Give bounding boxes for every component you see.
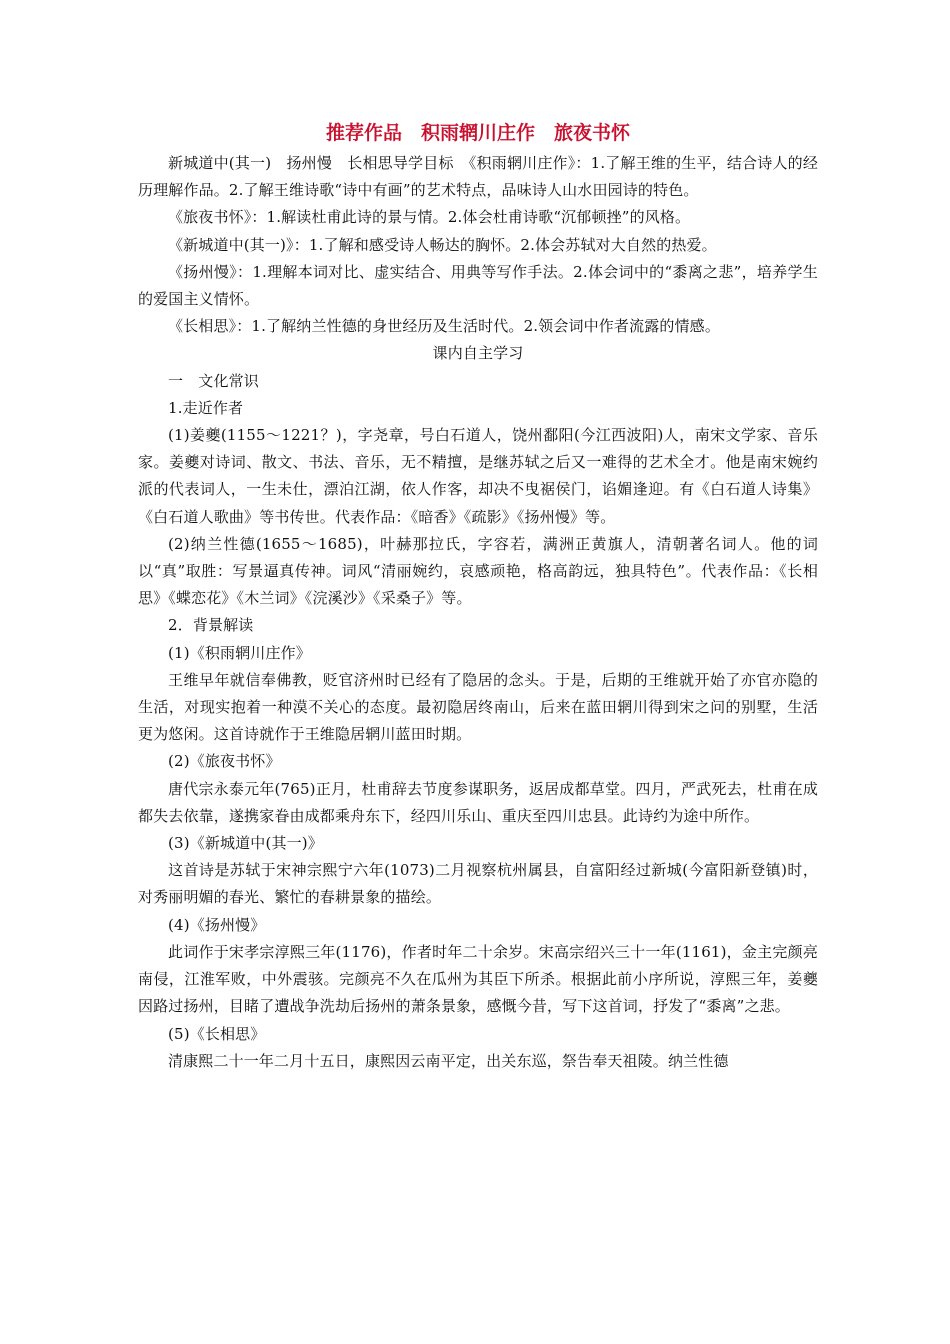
goal-paragraph: 《长相思》：1.了解纳兰性德的身世经历及生活时代。2.领会词中作者流露的情感。 bbox=[168, 317, 720, 336]
goal-paragraph: 《新城道中(其一)》：1.了解和感受诗人畅达的胸怀。2.体会苏轼对大自然的热爱。 bbox=[168, 235, 717, 254]
background-title: (3)《新城道中(其一)》 bbox=[168, 834, 323, 853]
author-paragraph: (2)纳兰性德(1655～1685)，叶赫那拉氏，字容若，满洲正黄旗人，清朝著名词人。他的词以“真”取胜：写景逼真传神。词风“清丽婉约，哀感顽艳，格高韵远，独具特色”。代表作品：《长相思》《蝶恋花》《木兰词》《浣溪沙》《采桑子》等。 bbox=[138, 534, 818, 608]
document-title: 推荐作品 积雨辋川庄作 旅夜书怀 bbox=[325, 122, 630, 144]
background-paragraph: 王维早年就信奉佛教，贬官济州时已经有了隐居的念头。于是，后期的王维就开始了亦官亦隐的生活，对现实抱着一种漠不关心的态度。最初隐居终南山，后来在蓝田辋川得到宋之问的别墅，生活更为悠闲。这首诗就作于王维隐居辋川蓝田时期。 bbox=[138, 670, 818, 744]
goal-paragraph: 《扬州慢》：1.理解本词对比、虚实结合、用典等写作手法。2.体会词中的“黍离之悲”，培养学生的爱国主义情怀。 bbox=[138, 262, 818, 309]
section-title: 课内自主学习 bbox=[432, 344, 524, 363]
part-heading: 一 文化常识 bbox=[168, 371, 259, 390]
background-paragraph: 唐代宗永泰元年(765)正月，杜甫辞去节度参谋职务，返居成都草堂。四月，严武死去，杜甫在成都失去依靠，遂携家眷由成都乘舟东下，经四川乐山、重庆至四川忠县。此诗约为途中所作。 bbox=[138, 779, 818, 825]
background-title: (2)《旅夜书怀》 bbox=[168, 752, 281, 771]
background-title: (4)《扬州慢》 bbox=[168, 915, 266, 934]
sub-heading: 2．背景解读 bbox=[168, 616, 254, 635]
background-paragraph: 这首诗是苏轼于宋神宗熙宁六年(1073)二月视察杭州属县，自富阳经过新城(今富阳新登镇)时，对秀丽明媚的春光、繁忙的春耕景象的描绘。 bbox=[138, 861, 818, 907]
sub-heading: 1.走近作者 bbox=[168, 398, 244, 417]
document-page bbox=[138, 118, 818, 1075]
intro-paragraph: 新城道中(其一) 扬州慢 长相思导学目标 《积雨辋川庄作》：1.了解王维的生平，结合诗人的经历理解作品。2.了解王维诗歌“诗中有画”的艺术特点，品味诗人山水田园诗的特色。 bbox=[138, 154, 818, 200]
background-title: (1)《积雨辋川庄作》 bbox=[168, 643, 311, 662]
background-paragraph: 此词作于宋孝宗淳熙三年(1176)，作者时年二十余岁。宋高宗绍兴三十一年(1161)，金主完颜亮南侵，江淮军败，中外震骇。完颜亮不久在瓜州为其臣下所杀。根据此前小序所说，淳熙三年，姜夔因路过扬州，目睹了遭战争洗劫后扬州的萧条景象，感慨今昔，写下这首词，抒发了“黍离”之悲。 bbox=[138, 942, 818, 1016]
background-title: (5)《长相思》 bbox=[168, 1024, 266, 1043]
goal-paragraph: 《旅夜书怀》：1.解读杜甫此诗的景与情。2.体会杜甫诗歌“沉郁顿挫”的风格。 bbox=[168, 208, 691, 227]
background-paragraph: 清康熙二十一年二月十五日，康熙因云南平定，出关东巡，祭告奉天祖陵。纳兰性德 bbox=[168, 1051, 729, 1070]
author-paragraph: (1)姜夔(1155～1221？)，字尧章，号白石道人，饶州鄱阳(今江西波阳)人，南宋文学家、音乐家。姜夔对诗词、散文、书法、音乐，无不精擅，是继苏轼之后又一难得的艺术全才。他是南宋婉约派的代表词人，一生未仕，漂泊江湖，依人作客，却决不曳裾侯门，谄媚逢迎。有《白石道人诗集》《白石道人歌曲》等书传世。代表作品：《暗香》《疏影》《扬州慢》等。 bbox=[138, 426, 818, 526]
